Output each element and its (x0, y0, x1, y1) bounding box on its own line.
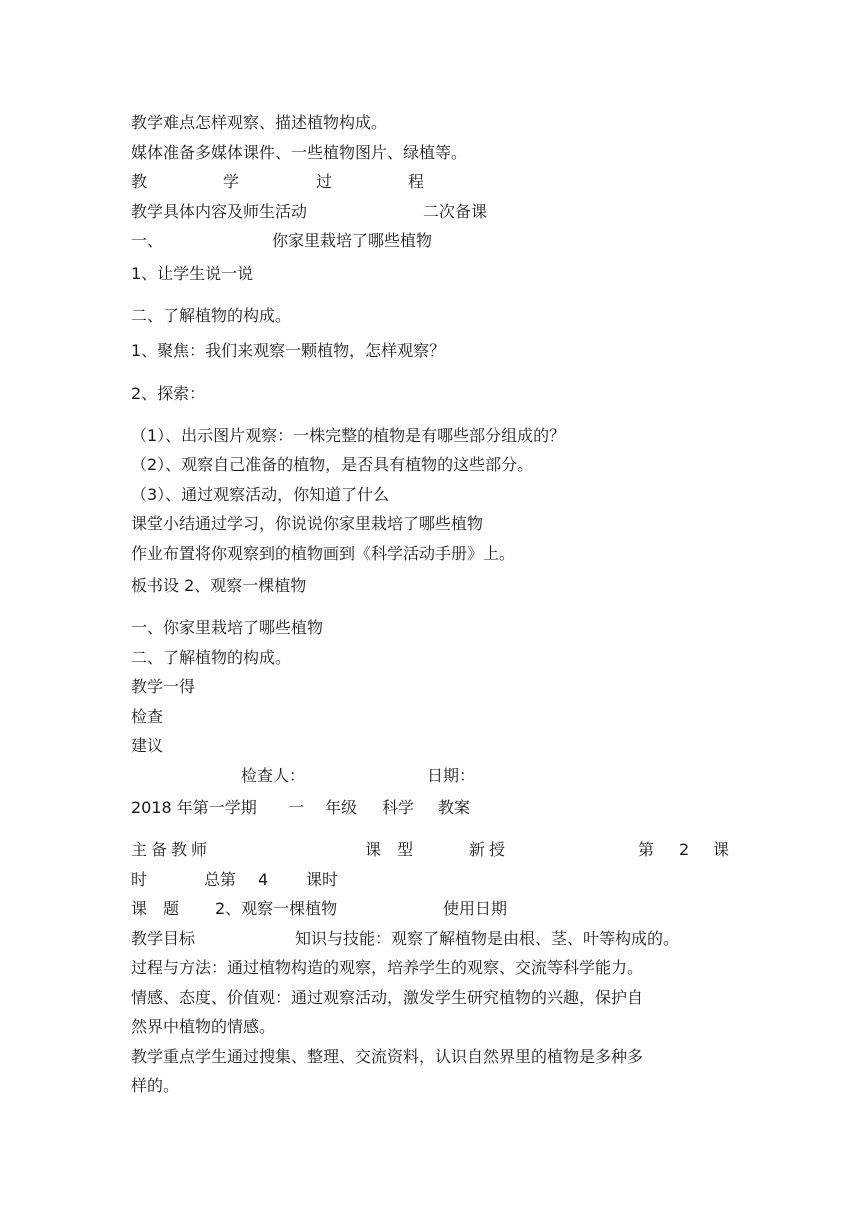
suggest-label: 建议 (131, 736, 164, 755)
term-grade-number: 一 (288, 798, 305, 817)
teaching-reflection: 教学一得 (131, 677, 196, 696)
lesson-number: 2 (679, 840, 690, 859)
use-date-label: 使用日期 (443, 899, 508, 918)
term-subject: 科学 (382, 798, 415, 817)
class-summary: 课堂小结通过学习，你说说你家里栽培了哪些植物 (131, 514, 484, 533)
inspector-label: 检查人： (241, 766, 306, 785)
term-doc-type: 教案 (438, 798, 471, 817)
date-label: 日期： (427, 766, 476, 785)
content-header-right: 二次备课 (423, 202, 488, 221)
goal-emotion-1: 情感、态度、价值观：通过观察活动，激发学生研究植物的兴趣，保护自 (131, 988, 644, 1007)
board-design: 板书设 2、观察一棵植物 (131, 576, 307, 595)
total-number: 4 (258, 870, 269, 889)
sub-item-1: （1）、出示图片观察：一株完整的植物是有哪些部分组成的？ (131, 426, 566, 445)
goal-label: 教学目标 (131, 929, 196, 948)
total-unit: 课时 (306, 870, 339, 889)
content-header-left: 教学具体内容及师生活动 (131, 202, 308, 221)
lesson-shi: 时 (131, 870, 148, 889)
item-1-1: 1、让学生说一说 (131, 264, 254, 283)
term-grade: 年级 (325, 798, 358, 817)
homework: 作业布置将你观察到的植物画到《科学活动手册》上。 (131, 544, 516, 563)
board-item-2: 二、了解植物的构成。 (131, 648, 292, 667)
topic-value: 2、观察一棵植物 (215, 899, 338, 918)
section-1-title: 你家里栽培了哪些植物 (272, 231, 433, 250)
topic-label: 课 题 (131, 899, 180, 918)
media-preparation: 媒体准备多媒体课件、一些植物图片、绿植等。 (131, 143, 468, 162)
goal-process: 过程与方法：通过植物构造的观察，培养学生的观察、交流等科学能力。 (131, 958, 644, 977)
check-label: 检查 (131, 707, 164, 726)
lesson-type-value: 新授 (469, 840, 510, 859)
lesson-di: 第 (638, 840, 655, 859)
section-2: 二、了解植物的构成。 (131, 306, 292, 325)
sub-item-2: （2）、观察自己准备的植物，是否具有植物的这些部分。 (131, 455, 534, 474)
lesson-type-label: 课 型 (365, 840, 414, 859)
total-label: 总第 (204, 870, 237, 889)
term-year: 2018 年第一学期 (131, 798, 257, 817)
teaching-difficulty: 教学难点怎样观察、描述植物构成。 (131, 113, 388, 132)
board-item-1: 一、你家里栽培了哪些植物 (131, 618, 324, 637)
key-point-1: 教学重点学生通过搜集、整理、交流资料，认识自然界里的植物是多种多 (131, 1047, 644, 1066)
item-2-2: 2、探索： (131, 384, 206, 403)
process-char: 教 (131, 172, 148, 191)
lesson-ke: 课 (713, 840, 730, 859)
process-char: 程 (408, 172, 425, 191)
goal-knowledge: 知识与技能：观察了解植物是由根、茎、叶等构成的。 (295, 929, 680, 948)
lead-teacher-label: 主备教师 (131, 840, 212, 859)
sub-item-3: （3）、通过观察活动，你知道了什么 (131, 485, 390, 504)
item-2-1: 1、聚焦：我们来观察一颗植物，怎样观察？ (131, 341, 446, 360)
process-char: 过 (316, 172, 333, 191)
process-char: 学 (223, 172, 240, 191)
goal-emotion-2: 然界中植物的情感。 (131, 1017, 276, 1036)
key-point-2: 样的。 (131, 1076, 180, 1095)
section-1-number: 一、 (131, 231, 164, 250)
